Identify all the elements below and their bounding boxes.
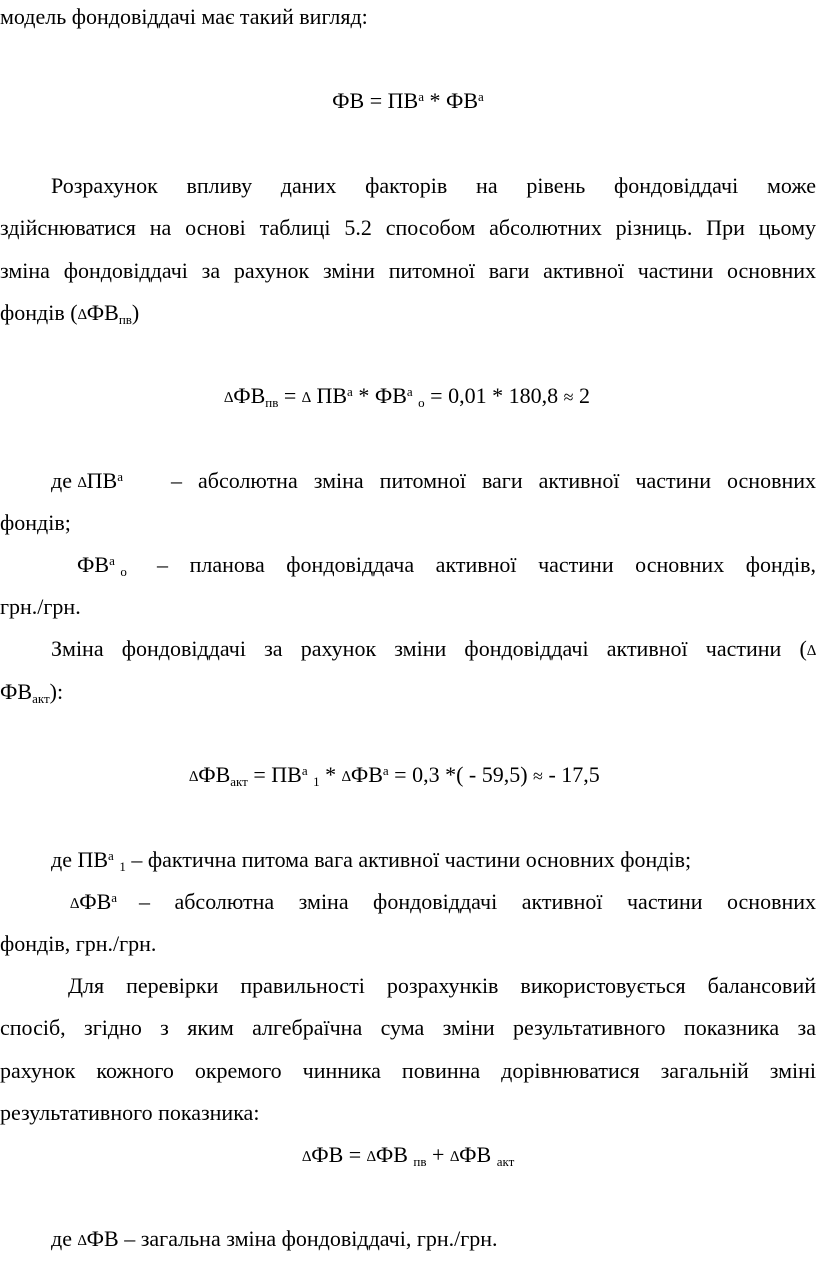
- text-line: модель фондовіддачі має такий вигляд:: [0, 4, 368, 29]
- text-line: – абсолютна зміна питомної ваги активної частини основних: [171, 468, 816, 493]
- text-line: результативного показника:: [0, 1100, 260, 1125]
- text-line: фондів;: [0, 510, 71, 535]
- text-line: Зміна фондовіддачі за рахунок зміни фондовіддачі активної частини (∆: [51, 636, 816, 661]
- text-line: спосіб, згідно з яким алгебраїчна сума зміни результативного показника за: [0, 1015, 816, 1040]
- text-line: здійснюватися на основі таблиці 5.2 способом абсолютних різниць. При цьому: [0, 215, 816, 240]
- text-line: – планова фондовіддача активної частини основних фондів,: [157, 552, 816, 577]
- formula-delta-fv-akt: $\Delta ФВ_{акт} = ПВ^а$ $_1 * \Delta ФВ^а = 0,3$ *( - 59,5) ≈ - 17,5: [189, 762, 600, 789]
- text-line: $ФВ_{акт}$):: [0, 679, 64, 706]
- text-line: де $ПВ^а$ $_1$ – фактична питома вага активної частини основних фондів;: [51, 847, 692, 874]
- text-line: $\Delta ФВ^а$: [70, 889, 118, 914]
- formula-delta-fv-pv: $\Delta ФВ_{пв}$ = ∆ $ПВ^а * ФВ^а$ $_о$ = 0,01 * 180,8 ≈ 2: [224, 383, 590, 410]
- text-line: $ФВ^а$ $_о$: [77, 552, 127, 579]
- text-line: фондів, грн./грн.: [0, 931, 157, 956]
- text-line: рахунок кожного окремого чинника повинна дорівнюватися загальній зміні: [0, 1058, 816, 1083]
- text-line: – абсолютна зміна фондовіддачі активної частини основних: [139, 889, 816, 914]
- formula-balance: ∆ФВ = ∆ФВ $_{пв}$ + ∆ФВ $_{акт}$: [302, 1142, 515, 1169]
- text-line: Для перевірки правильності розрахунків використовується балансовий: [68, 973, 816, 998]
- text-line: де ∆ФВ – загальна зміна фондовіддачі, грн./грн.: [51, 1226, 498, 1251]
- text-line: грн./грн.: [0, 594, 81, 619]
- text-line: Розрахунок впливу даних факторів на рівень фондовіддачі може: [51, 173, 816, 198]
- text-line: фондів $(\Delta ФВ_{пв})$: [0, 300, 140, 327]
- formula-fv: ФВ = $ПВ^а * ФВ^а$: [332, 88, 484, 113]
- text-line: де $\Delta ПВ^а$: [51, 468, 123, 493]
- text-line: зміна фондовіддачі за рахунок зміни питомної ваги активної частини основних: [0, 258, 816, 283]
